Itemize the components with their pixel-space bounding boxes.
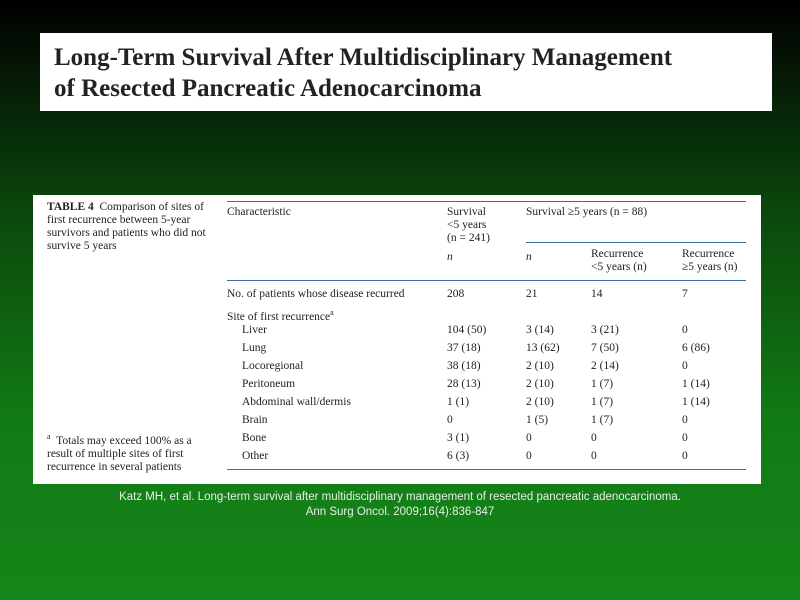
header-rec-lt5-1: Recurrence: [591, 248, 644, 260]
row-value-survival-ge5: 0: [526, 432, 532, 444]
table-image: [33, 195, 761, 484]
row-value-rec-ge5: 6 (86): [682, 342, 710, 354]
row-value-rec-lt5: 2 (14): [591, 360, 619, 372]
slide-title-line-2: of Resected Pancreatic Adenocarcinoma: [54, 75, 482, 102]
row-label: Brain: [242, 414, 268, 426]
row-value-rec-lt5: 1 (7): [591, 414, 614, 426]
row-label: Locoregional: [242, 360, 304, 372]
row-value-rec-lt5: 1 (7): [591, 378, 614, 390]
row-value-rec-lt5: 3 (21): [591, 324, 619, 336]
row-value-survival-lt5: 0: [447, 414, 453, 426]
header-rec-lt5-2: <5 years (n): [591, 261, 647, 273]
header-rec-ge5-2: ≥5 years (n): [682, 261, 738, 273]
row-value-survival-ge5: 13 (62): [526, 342, 560, 354]
row-value-survival-ge5: 2 (10): [526, 396, 554, 408]
row-value-rec-lt5: 7 (50): [591, 342, 619, 354]
survival-ge5-rule: [526, 242, 746, 243]
citation-line-1: Katz MH, et al. Long-term survival after multidisciplinary management of resected pancreatic adenocarcinoma.: [119, 491, 681, 503]
row-value-rec-ge5: 1 (14): [682, 396, 710, 408]
row-value-rec-ge5: 0: [682, 414, 688, 426]
row-value-survival-ge5: 0: [526, 450, 532, 462]
row-value-survival-lt5: 6 (3): [447, 450, 470, 462]
table-caption: [47, 201, 207, 253]
row-value-rec-ge5: 0: [682, 324, 688, 336]
row-label: [227, 306, 334, 324]
row-value-rec-ge5: 0: [682, 450, 688, 462]
header-survival-lt5-2: <5 years: [447, 219, 487, 231]
row-value-rec-lt5: 14: [591, 288, 603, 300]
row-value-survival-ge5: 2 (10): [526, 378, 554, 390]
header-rec-ge5-1: Recurrence: [682, 248, 735, 260]
row-label-text: Site of first recurrence: [227, 310, 331, 323]
row-value-rec-lt5: 1 (7): [591, 396, 614, 408]
citation: [0, 490, 800, 520]
table-footnote: [47, 430, 207, 474]
row-value-survival-lt5: 38 (18): [447, 360, 481, 372]
table-caption-text: Comparison of sites of first recurrence between 5-year survivors and patients who did not survive 5 years: [47, 201, 206, 252]
row-value-survival-ge5: 1 (5): [526, 414, 549, 426]
row-label-superscript: a: [330, 308, 334, 317]
header-n-col2: n: [526, 251, 532, 263]
row-label: No. of patients whose disease recurred: [227, 288, 405, 300]
header-survival-ge5: Survival ≥5 years (n = 88): [526, 206, 648, 218]
row-value-survival-lt5: 104 (50): [447, 324, 487, 336]
row-label: Lung: [242, 342, 267, 354]
slide-title-box: [40, 33, 772, 111]
row-value-rec-ge5: 0: [682, 432, 688, 444]
row-value-survival-lt5: 37 (18): [447, 342, 481, 354]
header-survival-lt5-3: (n = 241): [447, 232, 490, 244]
row-value-survival-ge5: 2 (10): [526, 360, 554, 372]
row-value-survival-ge5: 3 (14): [526, 324, 554, 336]
table-bottom-rule: [227, 469, 746, 470]
row-value-rec-ge5: 1 (14): [682, 378, 710, 390]
row-value-survival-ge5: 21: [526, 288, 538, 300]
citation-line-2: Ann Surg Oncol. 2009;16(4):836-847: [305, 506, 495, 518]
header-n-col1: n: [447, 251, 453, 263]
row-value-rec-ge5: 7: [682, 288, 688, 300]
row-value-survival-lt5: 3 (1): [447, 432, 470, 444]
row-value-survival-lt5: 208: [447, 288, 465, 300]
header-survival-lt5-1: Survival: [447, 206, 486, 218]
row-value-survival-lt5: 1 (1): [447, 396, 470, 408]
slide-title-line-1: Long-Term Survival After Multidisciplinary Management: [54, 44, 673, 71]
row-label: Liver: [242, 324, 267, 336]
header-characteristic: Characteristic: [227, 206, 291, 218]
row-label: Abdominal wall/dermis: [242, 396, 351, 408]
header-bottom-rule: [227, 280, 746, 281]
row-label: Peritoneum: [242, 378, 296, 390]
footnote-marker: a: [47, 432, 51, 441]
row-value-rec-ge5: 0: [682, 360, 688, 372]
row-value-survival-lt5: 28 (13): [447, 378, 481, 390]
table-caption-label: TABLE 4: [47, 201, 94, 213]
row-value-rec-lt5: 0: [591, 450, 597, 462]
row-value-rec-lt5: 0: [591, 432, 597, 444]
row-label: Other: [242, 450, 269, 462]
table-top-rule: [227, 201, 746, 202]
row-label: Bone: [242, 432, 267, 444]
footnote-text: Totals may exceed 100% as a result of multiple sites of first recurrence in several patients: [47, 434, 192, 473]
